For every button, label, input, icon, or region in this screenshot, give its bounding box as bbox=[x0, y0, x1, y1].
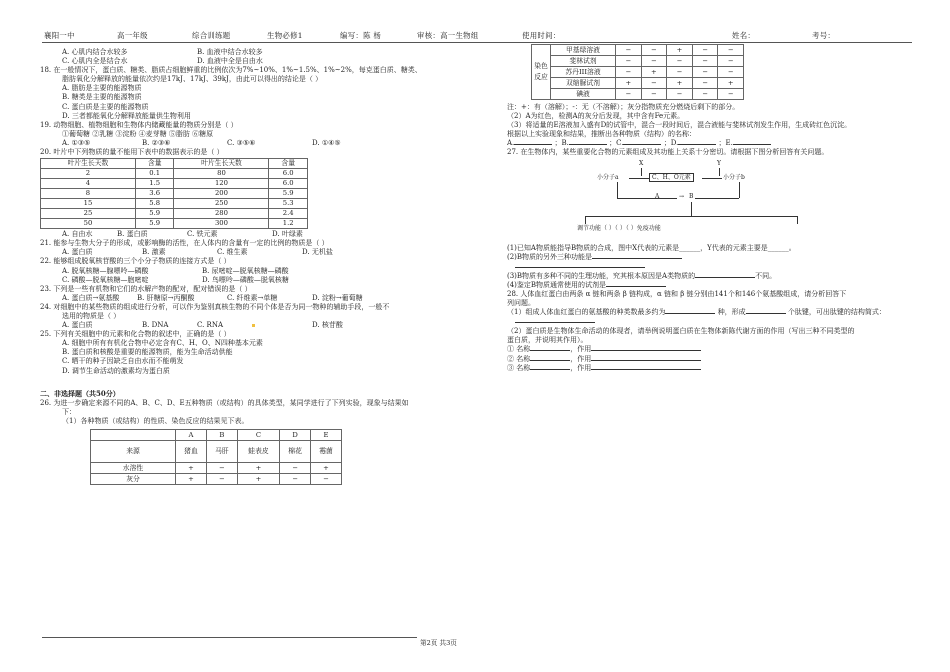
table-row: 斐林试剂 − − − − − bbox=[532, 56, 744, 67]
table-row: 染色反应 甲基绿溶液 − − + − − bbox=[532, 45, 744, 56]
q17-option-d: D. 血液中全是自由水 bbox=[197, 57, 263, 66]
table-row: 碘液 − − − − − bbox=[532, 89, 744, 100]
q17-option-c: C. 心肌内全是结合水 bbox=[62, 57, 128, 66]
answer-effect-1-blank[interactable] bbox=[591, 350, 701, 351]
label-y: Y bbox=[717, 159, 721, 167]
q26-part-2: （2）A为红色，检测A的灰分后发现，其中含有Fe元素。 bbox=[507, 112, 685, 121]
q27-part-2: (2)B物质的另外三种功能是 bbox=[507, 252, 593, 261]
q25-option-a: A. 细胞中所有有机化合物中必定含有C、H、O、N四种基本元素 bbox=[62, 339, 263, 348]
stain-label: 染色反应 bbox=[532, 45, 551, 100]
answer-a-blank[interactable] bbox=[514, 144, 552, 145]
q27-part-1: (1)已知A物质能指导B物质的合成，图中X代表的元素是______，Y代表的元素主要是______。 bbox=[507, 243, 796, 252]
table-row: 15 5.8 250 5.3 bbox=[41, 199, 308, 209]
q20-option-b: B. 蛋白质 bbox=[117, 230, 148, 239]
node-a: A bbox=[655, 192, 660, 200]
q18-option-d: D. 三者都能氧化分解释放能量供生物利用 bbox=[62, 111, 191, 120]
table-note: 注：+：有（溶解）；-：无（不溶解）；灰分指物质充分燃烧后剩下的部分。 bbox=[507, 103, 740, 111]
answer-c-blank[interactable] bbox=[623, 144, 661, 145]
q19-option-a: A. ①③⑤ bbox=[62, 138, 91, 147]
label-x: X bbox=[639, 159, 644, 167]
table-row: 水溶性 + − + − + bbox=[91, 463, 342, 474]
q26-names: A. ；B. ；C. ；D. ；E. bbox=[507, 139, 917, 148]
q23-option-d: D. 淀粉→葡萄糖 bbox=[312, 293, 363, 302]
q21-option-d: D. 无机盐 bbox=[302, 248, 333, 257]
paper-title: 综合训练题 bbox=[192, 31, 231, 40]
q18-option-a: A. 脂肪是主要的能源物质 bbox=[62, 84, 142, 93]
answer-27-2b-blank[interactable] bbox=[515, 267, 645, 268]
q19-items: ①葡萄糖 ②乳糖 ③淀粉 ④麦芽糖 ⑤脂肪 ⑥糖原 bbox=[62, 129, 214, 138]
q24-option-b: B. DNA bbox=[142, 321, 169, 330]
node-b: B bbox=[689, 192, 694, 200]
answer-27-4-blank[interactable] bbox=[606, 286, 666, 287]
left-column bbox=[40, 48, 462, 486]
table-row: 8 3.6 200 5.9 bbox=[41, 189, 308, 199]
q27-diagram bbox=[567, 160, 827, 242]
answer-e-blank[interactable] bbox=[733, 144, 771, 145]
q18-option-c: C. 蛋白质是主要的能源物质 bbox=[62, 102, 149, 111]
q25-option-c: C. 晒干的种子因缺乏自由水而不能萌发 bbox=[62, 357, 184, 366]
q17-option-a: A. 心肌内结合水较多 bbox=[62, 48, 128, 56]
marker-dot-icon bbox=[252, 321, 255, 330]
author: 编写：陈 杨 bbox=[340, 31, 382, 40]
q26-part-3b: 根据以上实验现象和结果，推断出各种物质（结构）的名称： bbox=[507, 130, 696, 139]
q20-table bbox=[40, 158, 308, 229]
q17-option-b: B. 血液中结合水较多 bbox=[197, 48, 263, 56]
q27-part-3: (3)B物质有多种不同的生理功能，究其根本原因是A类物质的 bbox=[507, 271, 696, 280]
q28-part-2b: 蛋白质，并说明其作用）。 bbox=[507, 336, 588, 345]
q25-option-d: D. 调节生命活动的激素均为蛋白质 bbox=[62, 366, 170, 375]
answer-name-2-blank[interactable] bbox=[530, 360, 570, 361]
q19-stem: 19. 动物细胞、植物细胞和生物体内储藏能量的物质分别是（ ） bbox=[40, 120, 238, 129]
function-row: 调节功能（ ）（ ）（ ）免疫功能 bbox=[577, 224, 661, 232]
right-column: 染色反应 甲基绿溶液 − − + − − 斐林试剂 − − − − − 苏丹III溶液 − + − − − 双缩脲试剂 + − + − + 碘液 − − − − − 注：+：有（溶解）；-：无（不溶解）；灰分指物质充分燃烧后剩下的部分。 （2）A为红色，检测A的灰分后发现，其中含有Fe元素。 （3）将适量的E溶液加入盛有D的试管中，混合一段时间后，混合液能与斐林试剂发生作用，生成砖红色沉淀。 根据以上实验现象和结果，推断出各种物质（结构）的名称： A. ；B. ；C. ；D. ；E. 27. 在生物体内，某些重要化合物的元素组成及其功能上关系十分密切。请根据下图分析回答有关问题。 X Y 小分子a C、H、O元素 小分子b A → B 调节功能（ ）（ ）（ ）免疫功能 (1)已知A物质能指导B物质的合成，图中X代表的元素是______，Y代表的元素主要是______。 (2)B物质的另外三种功能是 (3)B物质有多种不同的生理功能，究其根本原因是A类物质的 不同。 (4)鉴定B物质通常使用的试剂是 28. 人体血红蛋白由两条 α 链和两条 β 链构成，α 链和 β 链分别由141个和146个氨基酸组成，请分析回答下 列问题。 （1）组成人体血红蛋白的氨基酸的种类数最多约为 种，形成 个肽键，可出肽键的结构简式： （2）蛋白质是生物体生命活动的体现者，请举例说明蛋白质在生物体新陈代谢方面的作用（写出三种不同类型的 蛋白质，并说明其作用）。 ① 名称 ，作用 ② 名称 ，作用 ③ 名称 ，作用 bbox=[507, 46, 917, 373]
date-label: 使用时间： bbox=[522, 31, 561, 40]
q26-stem-2: 下： bbox=[62, 407, 76, 416]
answer-28-1c-blank[interactable] bbox=[515, 322, 595, 323]
page-number: 第2页 共3页 bbox=[420, 639, 457, 647]
q26-sub: （1）各种物质（或结构）的性质、染色反应的结果见下表。 bbox=[62, 416, 249, 425]
q21-option-b: B. 激素 bbox=[142, 248, 166, 257]
stain-table bbox=[531, 44, 744, 100]
table-row: 灰分 + − + − − bbox=[91, 474, 342, 485]
small-molecule-b: 小分子b bbox=[723, 173, 745, 181]
answer-28-1b-blank[interactable] bbox=[746, 313, 786, 314]
q26-table bbox=[90, 429, 342, 485]
q27-part-4: (4)鉴定B物质通常使用的试剂是 bbox=[507, 280, 607, 289]
q28-part-2: （2）蛋白质是生物体生命活动的体现者，请举例说明蛋白质在生物体新陈代谢方面的作用（写出三种不同类型的 bbox=[507, 327, 855, 336]
school: 襄阳一中 bbox=[44, 31, 75, 40]
q25-option-b: B. 蛋白质和核酸是重要的能源物质，能为生命活动供能 bbox=[62, 348, 233, 357]
q25-stem: 25. 下列有关细胞中的元素和化合物的叙述中，正确的是（ ） bbox=[40, 330, 231, 339]
q22-option-a: A. 脱氧核糖—腺嘌呤—磷酸 bbox=[62, 266, 149, 275]
q24-option-d: D. 核苷酸 bbox=[312, 321, 343, 330]
center-elements-box: C、H、O元素 bbox=[649, 173, 694, 183]
q24-option-c: C. RNA bbox=[197, 321, 224, 330]
answer-28-1a-blank[interactable] bbox=[665, 313, 715, 314]
q27-stem: 27. 在生物体内，某些重要化合物的元素组成及其功能上关系十分密切。请根据下图分析回答有关问题。 bbox=[507, 148, 829, 157]
q19-option-d: D. ①④⑤ bbox=[312, 138, 341, 147]
small-molecule-a: 小分子a bbox=[597, 173, 619, 181]
table-row: 25 5.9 280 2.4 bbox=[41, 209, 308, 219]
q28-stem: 28. 人体血红蛋白由两条 α 链和两条 β 链构成，α 链和 β 链分别由141个和146个氨基酸组成，请分析回答下 bbox=[507, 289, 847, 298]
section-heading: 二、非选择题（共50分） bbox=[40, 389, 120, 398]
answer-name-1-blank[interactable] bbox=[530, 350, 570, 351]
answer-27-3-blank[interactable] bbox=[695, 277, 755, 278]
answer-effect-3-blank[interactable] bbox=[591, 369, 701, 370]
q18-stem-2: 脂肪氧化分解释放的能量依次约是17kJ、17kJ、39kJ，由此可以得出的结论是（ ） bbox=[62, 75, 323, 84]
page-header bbox=[42, 30, 912, 43]
q23-option-b: B. 肝糖原→丙酮酸 bbox=[137, 293, 195, 302]
exam-label: 考号： bbox=[812, 31, 836, 40]
q21-stem: 21. 能参与生物大分子的形成，或影响酶的活性，在人体内的含量有一定的比例的物质是（ ） bbox=[40, 239, 329, 248]
q22-option-d: D. 鸟嘌呤—磷酸—脱氧核糖 bbox=[202, 275, 289, 284]
answer-name-3-blank[interactable] bbox=[530, 369, 570, 370]
table-row: 来源 猪血 马肝 蛙表皮 棉花 霉菌 bbox=[91, 441, 342, 463]
q28-item-1: ① 名称 bbox=[507, 345, 531, 354]
q24-option-a: A. 蛋白质 bbox=[62, 321, 93, 330]
q26-stem: 26. 为进一步确定来源不同的A、B、C、D、E五种物质（或结构）的具体类型，某同学进行了下列实验，现象与结果如 bbox=[40, 398, 409, 407]
q18-option-b: B. 糖类是主要的能源物质 bbox=[62, 93, 142, 102]
table-row: A B C D E bbox=[91, 430, 342, 441]
reviewer: 审核：高一生物组 bbox=[417, 31, 479, 40]
q20-stem: 20. 叶片中下列物质的量不能用下表中的数据表示的是（ ） bbox=[40, 148, 224, 157]
arrow-right-icon: → bbox=[679, 192, 685, 200]
q21-option-c: C. 维生素 bbox=[217, 248, 248, 257]
q20-option-a: A. 自由水 bbox=[62, 230, 93, 239]
table-row: 苏丹III溶液 − + − − − bbox=[532, 67, 744, 78]
answer-effect-2-blank[interactable] bbox=[591, 360, 701, 361]
table-row: 50 5.9 300 1.2 bbox=[41, 219, 308, 229]
q20-option-d: D. 叶绿素 bbox=[272, 230, 303, 239]
q28-item-3: ③ 名称 bbox=[507, 363, 531, 372]
answer-27-2-blank[interactable] bbox=[592, 258, 682, 259]
q24-stem-2: 选用的物质是（ ） bbox=[62, 311, 121, 320]
grade: 高一年级 bbox=[117, 31, 148, 40]
subject: 生物必修1 bbox=[267, 31, 303, 40]
q22-option-b: B. 尿嘧啶—脱氧核糖—磷酸 bbox=[202, 266, 289, 275]
answer-b-blank[interactable] bbox=[569, 144, 607, 145]
q18-stem: 18. 在一般情况下，蛋白质、糖类、脂质占细胞鲜重的比例依次为7%~10%、1%~1.5%、1%~2%，每克蛋白质、糖类、 bbox=[40, 66, 422, 75]
q28-stem-2: 列问题。 bbox=[507, 299, 535, 308]
q21-option-a: A. 蛋白质 bbox=[62, 248, 93, 257]
name-label: 姓名： bbox=[732, 31, 756, 40]
q28-item-2: ② 名称 bbox=[507, 354, 531, 363]
answer-d-blank[interactable] bbox=[678, 144, 716, 145]
footer-line bbox=[42, 637, 417, 638]
q24-stem: 24. 对细胞中的某些物质的组成进行分析，可以作为鉴别真核生物的不同个体是否为同一物种的辅助手段，一般不 bbox=[40, 302, 390, 311]
q19-option-b: B. ②③⑥ bbox=[142, 138, 171, 147]
q22-option-c: C. 磷酸—脱氧核糖—胞嘧啶 bbox=[62, 275, 149, 284]
q28-part-1: （1）组成人体血红蛋白的氨基酸的种类数最多约为 bbox=[507, 308, 666, 317]
q23-option-c: C. 纤维素→单糖 bbox=[227, 293, 278, 302]
table-row: 叶片生长天数 含量 叶片生长天数 含量 bbox=[41, 159, 308, 169]
q23-stem: 23. 下列是一些有机物和它们的水解产物的配对，配对错误的是（ ） bbox=[40, 284, 252, 293]
q26-part-3: （3）将适量的E溶液加入盛有D的试管中，混合一段时间后，混合液能与斐林试剂发生作用，生成砖红色沉淀。 bbox=[507, 121, 852, 130]
q22-stem: 22. 能够组成脱氧核苷酸的三个小分子物质的连接方式是（ ） bbox=[40, 257, 231, 266]
table-row: 双缩脲试剂 + − + − + bbox=[532, 78, 744, 89]
q19-option-c: C. ③⑤⑥ bbox=[227, 138, 256, 147]
table-row: 2 0.1 80 6.0 bbox=[41, 169, 308, 179]
table-row: 4 1.5 120 6.0 bbox=[41, 179, 308, 189]
q23-option-a: A. 蛋白质→氨基酸 bbox=[62, 293, 120, 302]
q20-option-c: C. 铁元素 bbox=[187, 230, 218, 239]
